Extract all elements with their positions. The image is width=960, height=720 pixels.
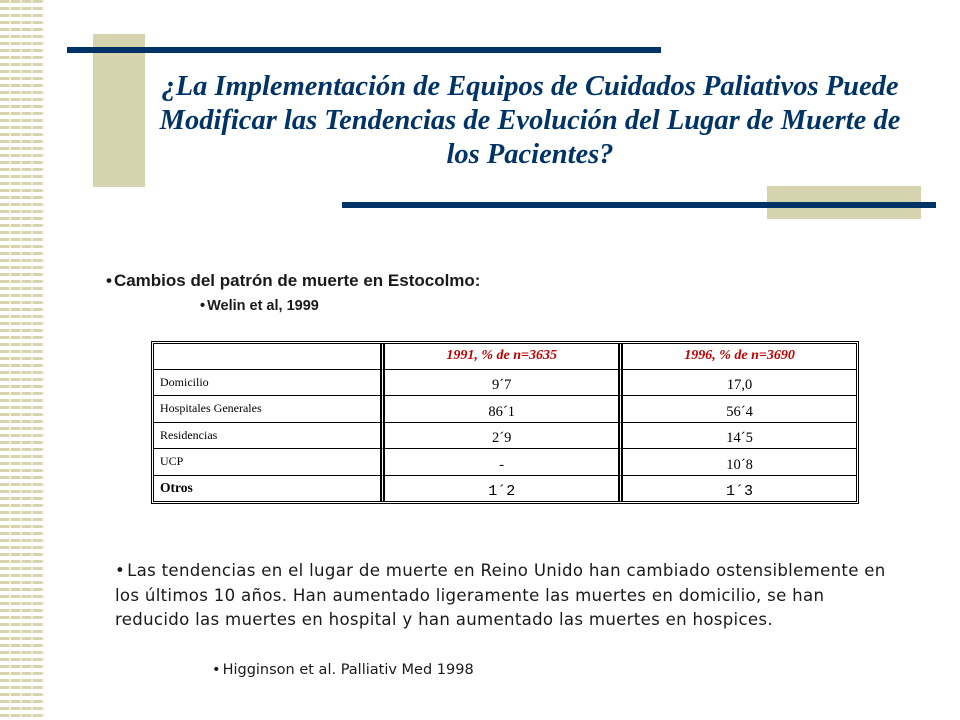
table-row	[154, 396, 856, 423]
title-rule-bottom	[342, 202, 936, 208]
value-1996: 56´4	[623, 396, 856, 423]
left-stripe-decoration	[0, 0, 44, 720]
value-1991: 2´9	[385, 423, 623, 450]
value-1996: 1´3	[726, 483, 754, 500]
table-header-row	[154, 344, 856, 370]
row-label: Residencias	[154, 423, 385, 450]
section-heading-text: Cambios del patrón de muerte en Estocolmo:	[113, 271, 481, 290]
table-header-cell: 1991, % de n=3635	[385, 344, 623, 370]
value-1991: -	[385, 449, 623, 476]
value-1996: 10´8	[623, 449, 856, 476]
row-label: Otros	[154, 476, 385, 502]
value-1991: 9´7	[385, 370, 623, 397]
death-place-table	[151, 341, 859, 504]
value-1996: 14´5	[623, 423, 856, 450]
table-row	[154, 423, 856, 450]
table-row	[154, 476, 856, 502]
section-reference	[200, 298, 319, 314]
title-accent-block-left	[93, 34, 145, 187]
title-rule-top	[67, 47, 661, 53]
bullet-glyph: •	[200, 298, 206, 314]
row-label: UCP	[154, 449, 385, 476]
bullet-glyph: •	[115, 561, 126, 580]
paragraph-text: Las tendencias en el lugar de muerte en Reino Unido han cambiado ostensiblemente en los últimos 10 años. Han aumentado ligeramente las muertes en domicilio, se han reducido las muertes en hospital y han aumentado las muertes en hospices.	[115, 561, 886, 629]
section-reference-text: Welin et al, 1999	[207, 298, 319, 314]
bullet-glyph: •	[106, 271, 112, 290]
row-label: Domicilio	[154, 370, 385, 397]
value-1991: 1´2	[385, 476, 623, 502]
bullet-glyph: •	[212, 662, 221, 678]
slide-title: ¿La Implementación de Equipos de Cuidados Paliativos Puede Modificar las Tendencias de Evolución del Lugar de Muerte de los Pacientes?	[159, 71, 901, 170]
value-1996: 17,0	[623, 370, 856, 397]
value-1991: 86´1	[385, 396, 623, 423]
row-label: Hospitales Generales	[154, 396, 385, 423]
table-header-cell: 1996, % de n=3690	[623, 344, 856, 370]
table-header-cell	[154, 344, 385, 370]
table-row	[154, 449, 856, 476]
paragraph-reference-text: Higginson et al. Palliativ Med 1998	[222, 662, 474, 678]
section-heading	[106, 271, 480, 291]
uk-trends-paragraph	[115, 559, 895, 633]
table-row	[154, 370, 856, 397]
paragraph-reference	[212, 662, 474, 678]
